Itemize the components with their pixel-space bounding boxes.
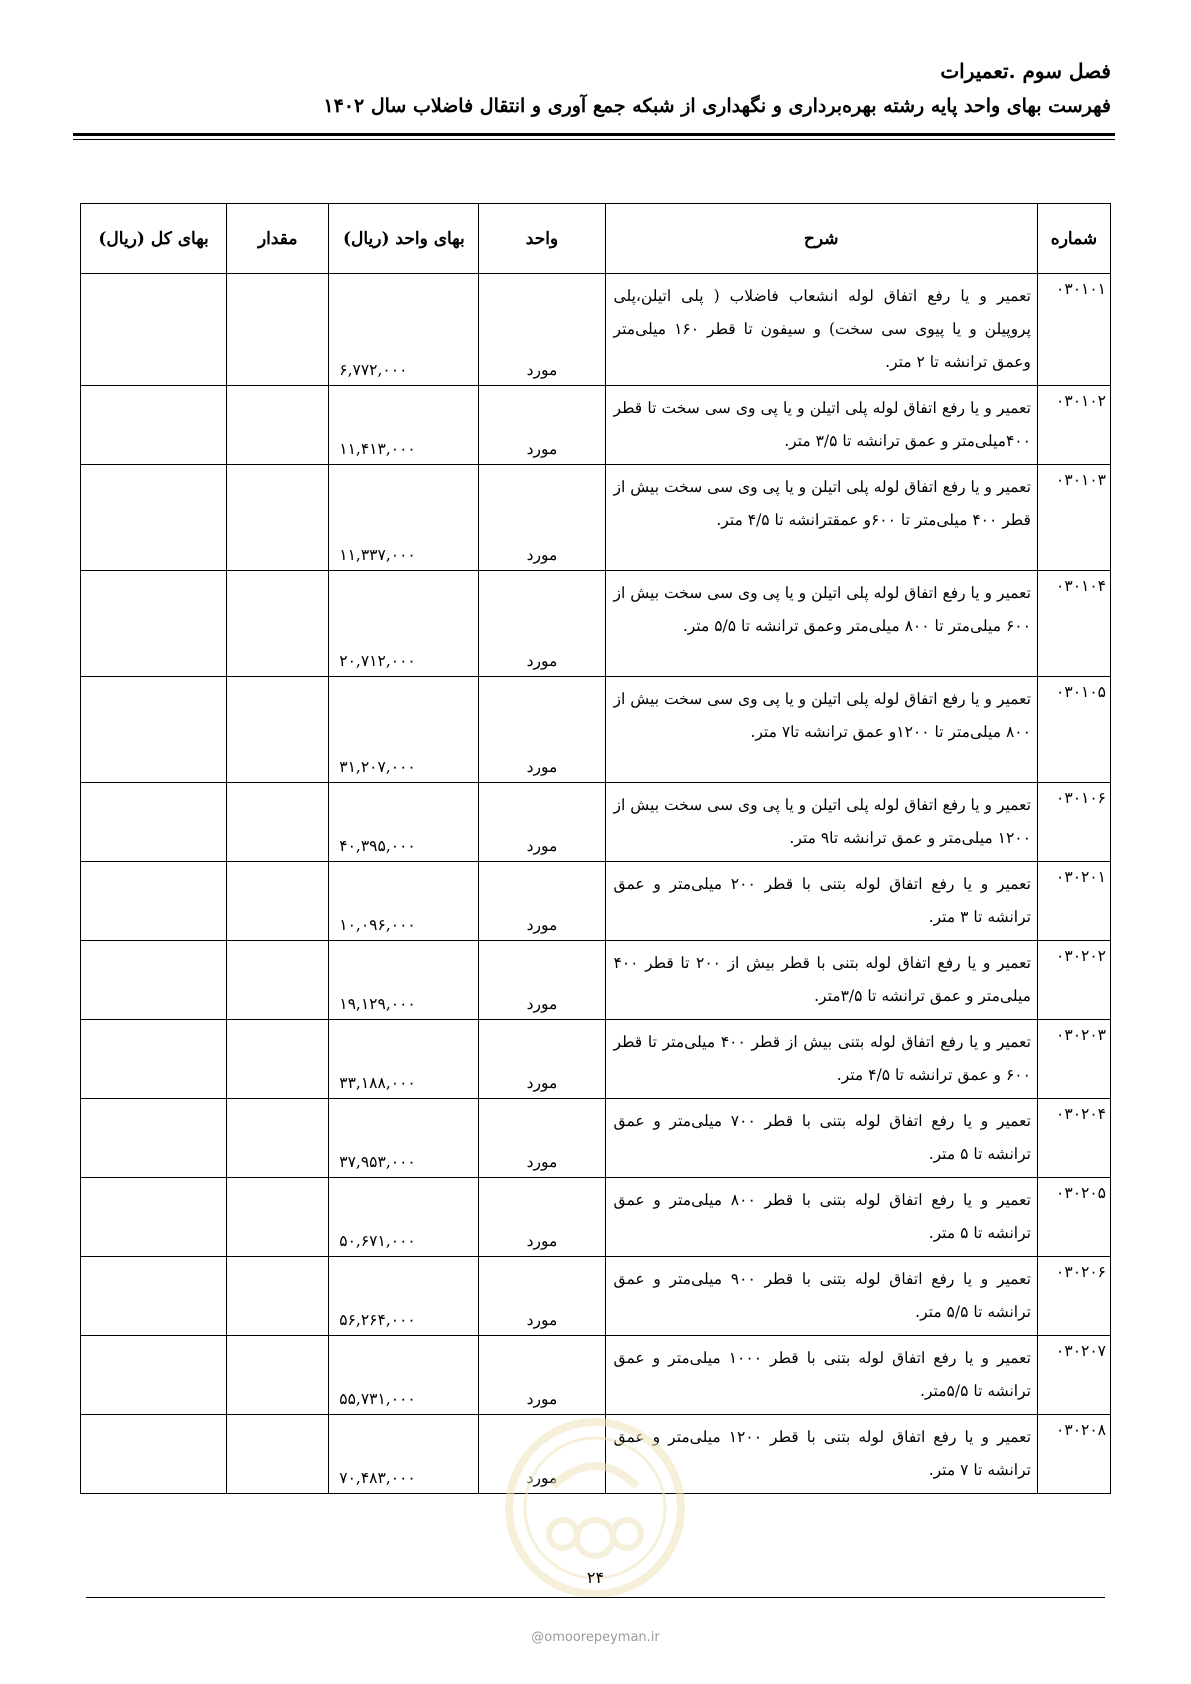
item-unit: مورد (479, 465, 605, 571)
item-number: ۰۳۰۱۰۶ (1037, 783, 1110, 862)
item-description: تعمیر و یا رفع اتفاق لوله بتنی با قطر ۷۰۰ میلی‌متر و عمق ترانشه تا ۵ متر. (605, 1099, 1037, 1178)
item-quantity (227, 677, 329, 783)
table-row (81, 1257, 1111, 1336)
item-unit: مورد (479, 1336, 605, 1415)
item-number: ۰۳۰۲۰۸ (1037, 1415, 1110, 1494)
item-number: ۰۳۰۲۰۱ (1037, 862, 1110, 941)
item-unit-price: ۶,۷۷۲,۰۰۰ (329, 274, 479, 386)
item-number: ۰۳۰۱۰۳ (1037, 465, 1110, 571)
item-quantity (227, 1415, 329, 1494)
item-total-price (81, 862, 227, 941)
item-unit: مورد (479, 571, 605, 677)
item-unit: مورد (479, 677, 605, 783)
item-description: تعمیر و یا رفع اتفاق لوله بتنی با قطر ۱۲۰۰ میلی‌متر و عمق ترانشه تا ۷ متر. (605, 1415, 1037, 1494)
item-number: ۰۳۰۱۰۱ (1037, 274, 1110, 386)
table-row (81, 1020, 1111, 1099)
item-total-price (81, 465, 227, 571)
column-header-unit: واحد (479, 204, 605, 274)
item-quantity (227, 1178, 329, 1257)
item-quantity (227, 1020, 329, 1099)
item-unit-price: ۲۰,۷۱۲,۰۰۰ (329, 571, 479, 677)
item-total-price (81, 1415, 227, 1494)
item-unit-price: ۷۰,۴۸۳,۰۰۰ (329, 1415, 479, 1494)
item-description: تعمیر و یا رفع اتفاق لوله انشعاب فاضلاب ( پلی اتیلن،پلی پروپیلن و یا پیوی سی سخت) و سیفون تا قطر ۱۶۰ میلی‌متر وعمق ترانشه تا ۲ متر. (605, 274, 1037, 386)
item-description: تعمیر و یا رفع اتفاق لوله بتنی بیش از قطر ۴۰۰ میلی‌متر تا قطر ۶۰۰ و عمق ترانشه تا ۴/۵ متر. (605, 1020, 1037, 1099)
item-unit-price: ۱۹,۱۲۹,۰۰۰ (329, 941, 479, 1020)
table-row (81, 1178, 1111, 1257)
item-number: ۰۳۰۱۰۴ (1037, 571, 1110, 677)
page-header (70, 55, 1111, 121)
website-watermark: @omoorepeyman.ir (531, 1630, 660, 1645)
item-unit-price: ۳۳,۱۸۸,۰۰۰ (329, 1020, 479, 1099)
column-header-total-price: بهای کل (ریال) (81, 204, 227, 274)
item-unit-price: ۳۱,۲۰۷,۰۰۰ (329, 677, 479, 783)
table-row (81, 386, 1111, 465)
table-row (81, 783, 1111, 862)
item-total-price (81, 386, 227, 465)
item-quantity (227, 386, 329, 465)
item-unit: مورد (479, 941, 605, 1020)
item-description: تعمیر و یا رفع اتفاق لوله بتنی با قطر ۸۰۰ میلی‌متر و عمق ترانشه تا ۵ متر. (605, 1178, 1037, 1257)
item-number: ۰۳۰۲۰۵ (1037, 1178, 1110, 1257)
item-unit: مورد (479, 386, 605, 465)
item-description: تعمیر و یا رفع اتفاق لوله پلی اتیلن و یا پی وی سی سخت بیش از ۶۰۰ میلی‌متر تا ۸۰۰ میلی‌متر وعمق ترانشه تا ۵/۵ متر. (605, 571, 1037, 677)
table-row (81, 274, 1111, 386)
item-unit: مورد (479, 862, 605, 941)
column-header-quantity: مقدار (227, 204, 329, 274)
item-number: ۰۳۰۲۰۶ (1037, 1257, 1110, 1336)
item-quantity (227, 1099, 329, 1178)
item-unit-price: ۴۰,۳۹۵,۰۰۰ (329, 783, 479, 862)
table-header-row (81, 204, 1111, 274)
item-unit-price: ۵۵,۷۳۱,۰۰۰ (329, 1336, 479, 1415)
item-unit-price: ۵۰,۶۷۱,۰۰۰ (329, 1178, 479, 1257)
item-description: تعمیر و یا رفع اتفاق لوله بتنی با قطر ۱۰۰۰ میلی‌متر و عمق ترانشه تا ۵/۵متر. (605, 1336, 1037, 1415)
footer-rule (86, 1597, 1105, 1598)
item-description: تعمیر و یا رفع اتفاق لوله بتنی با قطر ۲۰۰ میلی‌متر و عمق ترانشه تا ۳ متر. (605, 862, 1037, 941)
item-unit-price: ۵۶,۲۶۴,۰۰۰ (329, 1257, 479, 1336)
item-unit: مورد (479, 1257, 605, 1336)
header-rule-thick (73, 133, 1115, 136)
item-number: ۰۳۰۲۰۳ (1037, 1020, 1110, 1099)
price-list-table (80, 203, 1111, 1494)
item-number: ۰۳۰۲۰۲ (1037, 941, 1110, 1020)
table-row (81, 862, 1111, 941)
item-number: ۰۳۰۲۰۴ (1037, 1099, 1110, 1178)
item-quantity (227, 571, 329, 677)
item-unit: مورد (479, 1099, 605, 1178)
item-total-price (81, 274, 227, 386)
item-quantity (227, 941, 329, 1020)
item-description: تعمیر و یا رفع اتفاق لوله پلی اتیلن و یا پی وی سی سخت بیش از قطر ۴۰۰ میلی‌متر تا ۶۰۰و عمقترانشه تا ۴/۵ متر. (605, 465, 1037, 571)
item-unit-price: ۱۱,۴۱۳,۰۰۰ (329, 386, 479, 465)
item-quantity (227, 1257, 329, 1336)
item-total-price (81, 1257, 227, 1336)
document-title: فهرست بهای واحد پایه رشته بهره‌برداری و نگهداری از شبکه جمع آوری و انتقال فاضلاب سال ۱۴۰۲ (323, 95, 1111, 117)
item-total-price (81, 941, 227, 1020)
header-rule-thin (73, 139, 1115, 140)
table-row (81, 677, 1111, 783)
item-unit: مورد (479, 1178, 605, 1257)
item-quantity (227, 1336, 329, 1415)
item-description: تعمیر و یا رفع اتفاق لوله پلی اتیلن و یا پی وی سی سخت بیش از ۱۲۰۰ میلی‌متر و عمق ترانشه تا۹ متر. (605, 783, 1037, 862)
item-unit: مورد (479, 1020, 605, 1099)
item-unit-price: ۱۰,۰۹۶,۰۰۰ (329, 862, 479, 941)
item-unit: مورد (479, 783, 605, 862)
item-quantity (227, 274, 329, 386)
item-quantity (227, 465, 329, 571)
item-description: تعمیر و یا رفع اتفاق لوله پلی اتیلن و یا پی وی سی سخت بیش از ۸۰۰ میلی‌متر تا ۱۲۰۰و عمق ترانشه تا۷ متر. (605, 677, 1037, 783)
item-description: تعمیر و یا رفع اتفاق لوله بتنی با قطر ۹۰۰ میلی‌متر و عمق ترانشه تا ۵/۵ متر. (605, 1257, 1037, 1336)
item-quantity (227, 862, 329, 941)
table-row (81, 465, 1111, 571)
column-header-number: شماره (1037, 204, 1110, 274)
item-description: تعمیر و یا رفع اتفاق لوله پلی اتیلن و یا پی وی سی سخت تا قطر ۴۰۰میلی‌متر و عمق ترانشه تا ۳/۵ متر. (605, 386, 1037, 465)
item-description: تعمیر و یا رفع اتفاق لوله بتنی با قطر بیش از ۲۰۰ تا قطر ۴۰۰ میلی‌متر و عمق ترانشه تا ۳/۵متر. (605, 941, 1037, 1020)
item-unit-price: ۱۱,۳۳۷,۰۰۰ (329, 465, 479, 571)
item-unit: مورد (479, 274, 605, 386)
item-unit: مورد (479, 1415, 605, 1494)
column-header-description: شرح (605, 204, 1037, 274)
table-row (81, 941, 1111, 1020)
item-total-price (81, 1099, 227, 1178)
item-total-price (81, 677, 227, 783)
item-number: ۰۳۰۱۰۵ (1037, 677, 1110, 783)
chapter-title: فصل سوم .تعمیرات (940, 59, 1111, 83)
item-quantity (227, 783, 329, 862)
watermark-seal-icon (513, 1426, 677, 1590)
page-number: ۲۴ (586, 1568, 605, 1587)
table-row (81, 571, 1111, 677)
item-number: ۰۳۰۱۰۲ (1037, 386, 1110, 465)
item-total-price (81, 783, 227, 862)
item-unit-price: ۳۷,۹۵۳,۰۰۰ (329, 1099, 479, 1178)
item-total-price (81, 1020, 227, 1099)
item-total-price (81, 571, 227, 677)
item-total-price (81, 1336, 227, 1415)
column-header-unit-price: بهای واحد (ریال) (329, 204, 479, 274)
item-number: ۰۳۰۲۰۷ (1037, 1336, 1110, 1415)
table-row (81, 1336, 1111, 1415)
table-row (81, 1099, 1111, 1178)
item-total-price (81, 1178, 227, 1257)
